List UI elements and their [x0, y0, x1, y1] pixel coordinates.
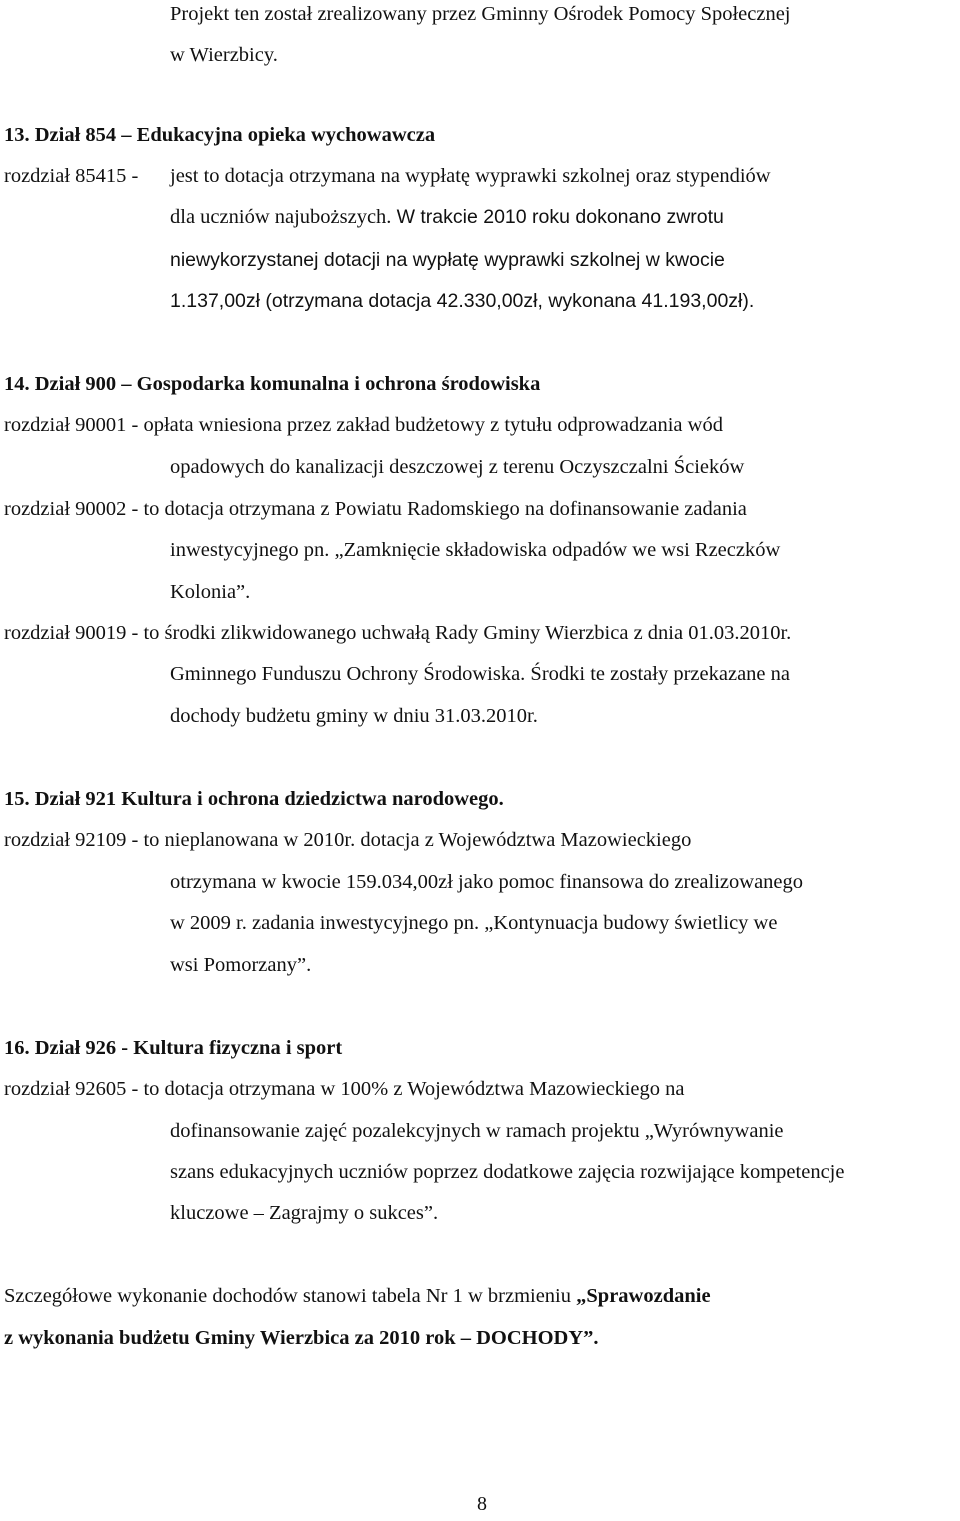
section-13-row-1-text: jest to dotacja otrzymana na wypłatę wyprawki szkolnej oraz stypendiów: [170, 165, 771, 187]
section-14-row-3-line-2: Gminnego Funduszu Ochrony Środowiska. Środki te zostały przekazane na: [170, 663, 790, 685]
summary-line-1-text: Szczegółowe wykonanie dochodów stanowi tabela Nr 1 w brzmieniu: [4, 1285, 577, 1307]
summary-line-2: z wykonania budżetu Gminy Wierzbica za 2010 rok – DOCHODY”.: [4, 1327, 599, 1349]
section-16-row-1-line-4: kluczowe – Zagrajmy o sukces”.: [170, 1202, 439, 1224]
intro-line-2: w Wierzbicy.: [170, 44, 278, 66]
section-13-row-1-line-2-start: dla uczniów najuboższych.: [170, 206, 397, 228]
summary-line-1-bold: „Sprawozdanie: [576, 1285, 711, 1307]
section-13-row-1-line-4: 1.137,00zł (otrzymana dotacja 42.330,00zł, wykonana 41.193,00zł).: [170, 290, 755, 312]
section-15-row-1-line-2: otrzymana w kwocie 159.034,00zł jako pomoc finansowa do zrealizowanego: [170, 871, 804, 893]
section-14-row-3-line-1: rozdział 90019 - to środki zlikwidowanego uchwałą Rady Gminy Wierzbica z dnia 01.03.2010r.: [4, 622, 792, 644]
section-15-row-1-line-4: wsi Pomorzany”.: [170, 954, 312, 976]
section-14-row-2-line-1: rozdział 90002 - to dotacja otrzymana z Powiatu Radomskiego na dofinansowanie zadania: [4, 498, 747, 520]
page-number: 8: [477, 1493, 487, 1515]
section-16-row-1-line-2: dofinansowanie zajęć pozalekcyjnych w ramach projektu „Wyrównywanie: [170, 1120, 784, 1142]
section-14-row-2-line-3: Kolonia”.: [170, 581, 251, 603]
section-14-row-1-line-2: opadowych do kanalizacji deszczowej z terenu Oczyszczalni Ścieków: [170, 456, 745, 478]
section-13-row-1-lead: rozdział 85415 -: [4, 165, 139, 187]
section-15-row-1-line-1: rozdział 92109 - to nieplanowana w 2010r. dotacja z Województwa Mazowieckiego: [4, 829, 692, 851]
section-14-row-3-line-3: dochody budżetu gminy w dniu 31.03.2010r.: [170, 705, 538, 727]
section-13-row-1-line-3: niewykorzystanej dotacji na wypłatę wyprawki szkolnej w kwocie: [170, 249, 725, 271]
section-14-row-1-line-1: rozdział 90001 - opłata wniesiona przez zakład budżetowy z tytułu odprowadzania wód: [4, 414, 723, 436]
section-15-row-1-line-3: w 2009 r. zadania inwestycyjnego pn. „Kontynuacja budowy świetlicy we: [170, 912, 778, 934]
section-14-row-2-line-2: inwestycyjnego pn. „Zamknięcie składowiska odpadów we wsi Rzeczków: [170, 539, 781, 561]
section-13-heading: 13. Dział 854 – Edukacyjna opieka wychowawcza: [4, 124, 436, 146]
intro-line-1: Projekt ten został zrealizowany przez Gminny Ośrodek Pomocy Społecznej: [170, 3, 791, 25]
section-16-row-1-line-1: rozdział 92605 - to dotacja otrzymana w 100% z Województwa Mazowieckiego na: [4, 1078, 685, 1100]
section-14-heading: 14. Dział 900 – Gospodarka komunalna i ochrona środowiska: [4, 373, 541, 395]
section-16-heading: 16. Dział 926 - Kultura fizyczna i sport: [4, 1037, 343, 1059]
summary-line-1: [4, 1284, 711, 1308]
section-16-row-1-line-3: szans edukacyjnych uczniów poprzez dodatkowe zajęcia rozwijające kompetencje: [170, 1161, 845, 1183]
section-13-row-1-line-2: [170, 205, 724, 229]
section-13-row-1-line-2-sans: W trakcie 2010 roku dokonano zwrotu: [396, 206, 724, 228]
section-15-heading: 15. Dział 921 Kultura i ochrona dziedzictwa narodowego.: [4, 788, 504, 810]
